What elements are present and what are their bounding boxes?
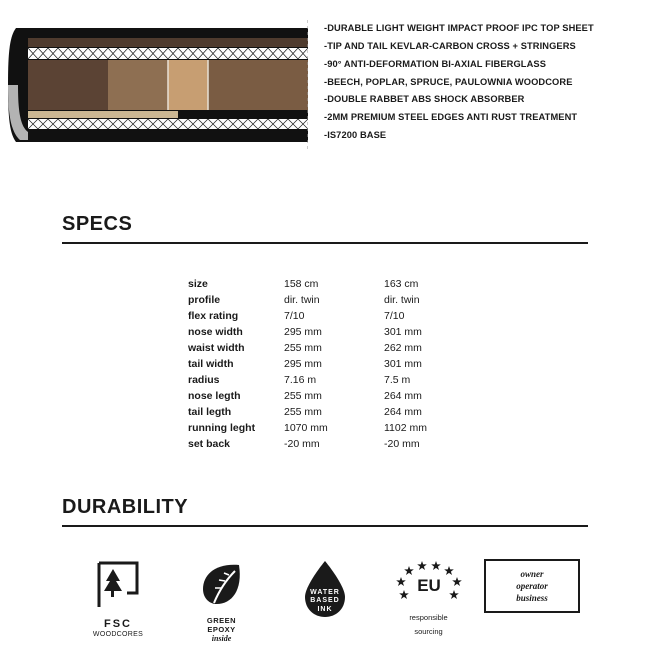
badge-eu-sourcing	[381, 559, 477, 638]
eu-sub-line-2: sourcing	[414, 626, 443, 636]
spec-label: tail width	[188, 358, 234, 370]
fiberglass-layer	[28, 48, 308, 59]
fsc-label: FSC	[104, 618, 132, 630]
specs-section	[0, 213, 650, 452]
spec-value-158: 255 mm	[284, 390, 322, 402]
durability-heading	[62, 496, 588, 527]
spec-value-163: 262 mm	[384, 342, 422, 354]
feature-item: -TIP AND TAIL KEVLAR-CARBON CROSS + STRINGERS	[324, 40, 576, 51]
construction-section	[0, 0, 650, 175]
badge-owner-operator	[484, 559, 580, 613]
feature-item: -BEECH, POPLAR, SPRUCE, PAULOWNIA WOODCORE	[324, 76, 573, 87]
table-row	[188, 404, 484, 420]
spec-value-163: 301 mm	[384, 326, 422, 338]
feature-item: -DOUBLE RABBET ABS SHOCK ABSORBER	[324, 94, 525, 105]
spec-value-163: 301 mm	[384, 358, 422, 370]
spec-value-163: 1102 mm	[384, 422, 427, 434]
feature-item: -90° ANTI-DEFORMATION BI-AXIAL FIBERGLASS	[324, 58, 546, 69]
spec-value-163: -20 mm	[384, 438, 420, 450]
spec-label: profile	[188, 294, 221, 306]
spec-label: running leght	[188, 422, 256, 434]
owner-line-1: owner	[520, 569, 544, 579]
owner-line-2: operator	[516, 581, 548, 592]
spec-value-158: 255 mm	[284, 342, 322, 354]
spec-value-158: 255 mm	[284, 406, 322, 418]
eu-sub-line-1: responsible	[409, 613, 448, 622]
woodcore-beech	[28, 60, 108, 110]
durability-section	[0, 496, 650, 643]
spec-label: radius	[188, 374, 220, 386]
water-line-1: WATER	[310, 589, 340, 596]
feature-item: -2MM PREMIUM STEEL EDGES ANTI RUST TREATMENT	[324, 112, 578, 123]
stringer-layer	[28, 111, 178, 118]
durability-title: DURABILITY	[62, 496, 189, 518]
inside-label: inside	[211, 634, 232, 643]
woodcore-paulownia	[208, 60, 308, 110]
fsc-tree-icon	[89, 559, 147, 611]
specs-table	[188, 276, 484, 452]
spec-value-158: -20 mm	[284, 438, 320, 450]
fsc-sublabel: WOODCORES	[92, 631, 144, 638]
water-line-3: INK	[317, 605, 333, 613]
feature-item: -IS7200 BASE	[324, 130, 387, 141]
table-row	[188, 324, 484, 340]
spec-value-163: 163 cm	[384, 278, 419, 290]
topsheet-layer	[28, 38, 308, 47]
spec-label: waist width	[188, 342, 245, 354]
spec-label: nose width	[188, 326, 243, 338]
table-row	[188, 276, 484, 292]
badge-water-based-ink	[277, 559, 373, 626]
spec-value-158: dir. twin	[284, 294, 320, 306]
badge-row	[70, 559, 580, 643]
badge-green-epoxy	[174, 559, 270, 643]
spec-label: size	[188, 278, 208, 290]
table-row	[188, 420, 484, 436]
specs-title: SPECS	[62, 213, 133, 235]
feature-item: -DURABLE LIGHT WEIGHT IMPACT PROOF IPC TOP SHEET	[324, 23, 594, 33]
spec-value-158: 1070 mm	[284, 422, 328, 434]
spec-value-158: 7.16 m	[284, 374, 317, 386]
eu-stars-icon	[392, 559, 466, 605]
woodcore-poplar	[108, 60, 168, 110]
board-layers-diagram	[8, 20, 308, 150]
leaf-icon	[195, 559, 249, 611]
owner-line-3: business	[516, 593, 548, 604]
table-row	[188, 340, 484, 356]
spec-value-158: 295 mm	[284, 358, 322, 370]
epoxy-label: EPOXY	[207, 625, 236, 634]
water-stacked-text	[277, 589, 373, 614]
table-row	[188, 292, 484, 308]
lower-fiberglass-layer	[28, 119, 308, 129]
green-label: GREEN	[206, 616, 237, 625]
eu-text: EU	[416, 576, 441, 595]
badge-fsc	[70, 559, 166, 638]
table-row	[188, 388, 484, 404]
table-row	[188, 308, 484, 324]
spec-value-163: 264 mm	[384, 390, 422, 402]
spec-value-163: 264 mm	[384, 406, 422, 418]
specs-heading	[62, 213, 588, 244]
feature-list	[318, 12, 642, 175]
spec-value-158: 7/10	[284, 310, 305, 322]
table-row	[188, 356, 484, 372]
water-line-2: BASED	[310, 597, 340, 605]
base-layer	[28, 130, 308, 136]
table-row	[188, 436, 484, 452]
spec-value-163: 7/10	[384, 310, 405, 322]
spec-value-158: 158 cm	[284, 278, 319, 290]
spec-label: nose legth	[188, 390, 241, 402]
spec-value-163: dir. twin	[384, 294, 420, 306]
owner-operator-box-icon	[484, 559, 580, 613]
spec-value-158: 295 mm	[284, 326, 322, 338]
spec-label: tail legth	[188, 406, 232, 418]
board-cross-section-graphic	[8, 12, 318, 175]
spec-value-163: 7.5 m	[384, 374, 411, 386]
table-row	[188, 372, 484, 388]
spec-label: set back	[188, 438, 231, 450]
spec-label: flex rating	[188, 310, 239, 322]
woodcore-spruce	[168, 60, 208, 110]
